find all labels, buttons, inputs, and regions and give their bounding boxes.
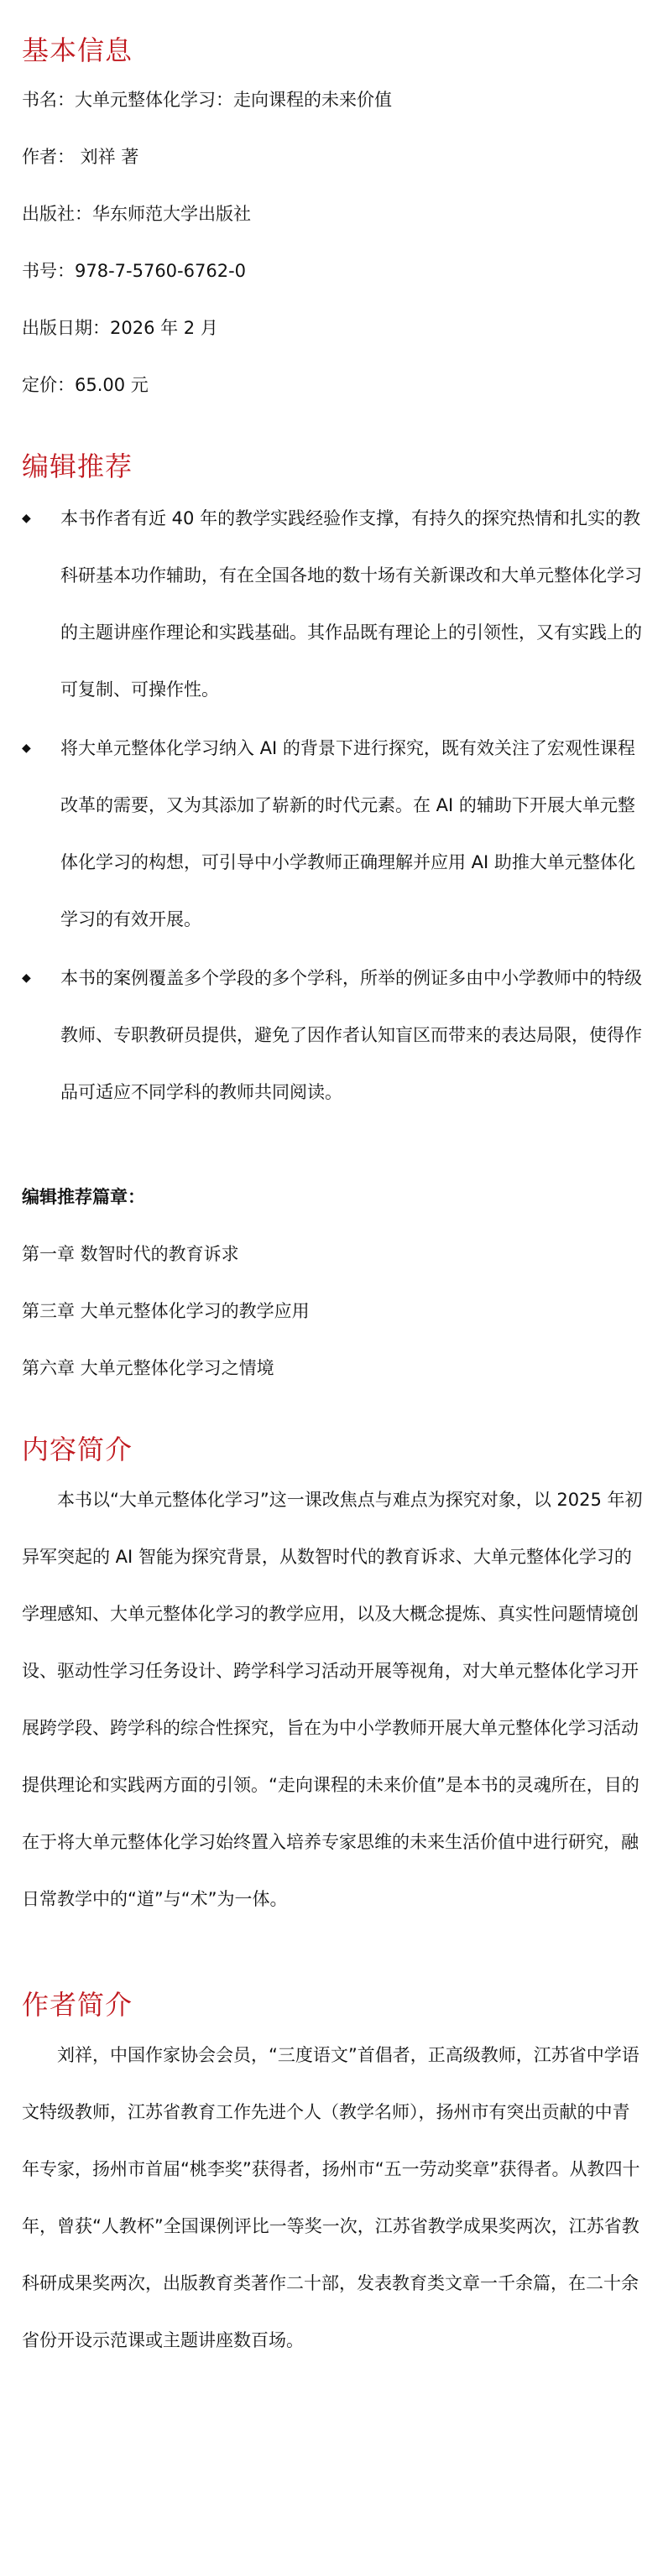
chapter-item: 第一章 数智时代的教育诉求 <box>22 1244 239 1264</box>
author-intro-text: 刘祥，中国作家协会会员，“三度语文”首倡者，正高级教师，江苏省中学语文特级教师，江苏省教育工作先进个人（教学名师），扬州市有突出贡献的中青年专家，扬州市首届“桃李奖”获得者，扬州市“五一劳动奖章”获得者。从教四十年，曾获“人教杯”全国课例评比一等奖一次，江苏省教学成果奖两次，江苏省教科研成果奖两次，出版教育类著作二十部，发表教育类文章一千余篇，在二十余省份开设示范课或主题讲座数百场。 <box>22 2045 640 2350</box>
author-intro-heading: 作者简介 <box>22 1989 133 2021</box>
basic-info-heading: 基本信息 <box>22 34 133 66</box>
chapters-section <box>22 1184 643 1381</box>
diamond-bullet-icon: ◆ <box>22 742 31 755</box>
pub-date-line: 出版日期：2026 年 2 月 <box>22 318 218 338</box>
recommend-text: 本书的案例覆盖多个学段的多个学科，所举的例证多由中小学教师中的特级教师、专职教研员提供，避免了因作者认知盲区而带来的表达局限，使得作品可适应不同学科的教师共同阅读。 <box>60 968 642 1102</box>
diamond-bullet-icon: ◆ <box>22 971 31 985</box>
basic-info-section <box>22 32 643 398</box>
recommend-item <box>22 950 643 1121</box>
editor-recommend-section <box>22 448 643 1121</box>
recommend-text: 本书作者有近 40 年的教学实践经验作支撑，有持久的探究热情和扎实的教科研基本功作辅助，有在全国各地的数十场有关新课改和大单元整体化学习的主题讲座作理论和实践基础。其作品既有理论上的引领性，又有实践上的可复制、可操作性。 <box>60 508 642 700</box>
editor-recommend-heading: 编辑推荐 <box>22 450 133 482</box>
isbn-line: 书号：978-7-5760-6762-0 <box>22 261 247 281</box>
publisher-line: 出版社：华东师范大学出版社 <box>22 204 251 224</box>
recommend-text: 将大单元整体化学习纳入 AI 的背景下进行探究，既有效关注了宏观性课程改革的需要，又为其添加了崭新的时代元素。在 AI 的辅助下开展大单元整体化学习的构想，可引导中小学教师正确理解并应用 AI 助推大单元整体化学习的有效开展。 <box>60 738 635 929</box>
diamond-bullet-icon: ◆ <box>22 512 31 525</box>
chapter-item: 第三章 大单元整体化学习的教学应用 <box>22 1301 310 1321</box>
summary-section <box>22 1431 643 1928</box>
author-intro-section <box>22 1986 643 2369</box>
chapter-item: 第六章 大单元整体化学习之情境 <box>22 1358 274 1378</box>
summary-heading: 内容简介 <box>22 1434 133 1465</box>
chapters-heading: 编辑推荐篇章： <box>22 1187 145 1207</box>
author-line: 作者： 刘祥 著 <box>22 147 139 167</box>
summary-text: 本书以“大单元整体化学习”这一课改焦点与难点为探究对象，以 2025 年初异军突起的 AI 智能为探究背景，从数智时代的教育诉求、大单元整体化学习的学理感知、大单元整体化学习的教学应用，以及大概念提炼、真实性问题情境创设、驱动性学习任务设计、跨学科学习活动开展等视角，对大单元整体化学习开展跨学段、跨学科的综合性探究，旨在为中小学教师开展大单元整体化学习活动提供理论和实践两方面的引领。“走向课程的未来价值”是本书的灵魂所在，目的在于将大单元整体化学习始终置入培养专家思维的未来生活价值中进行研究，融日常教学中的“道”与“术”为一体。 <box>22 1490 643 1909</box>
book-name: 书名：大单元整体化学习：走向课程的未来价值 <box>22 90 392 110</box>
recommend-item <box>22 720 643 948</box>
price-line: 定价：65.00 元 <box>22 375 149 395</box>
recommend-item <box>22 490 643 718</box>
recommend-list <box>22 490 643 1121</box>
